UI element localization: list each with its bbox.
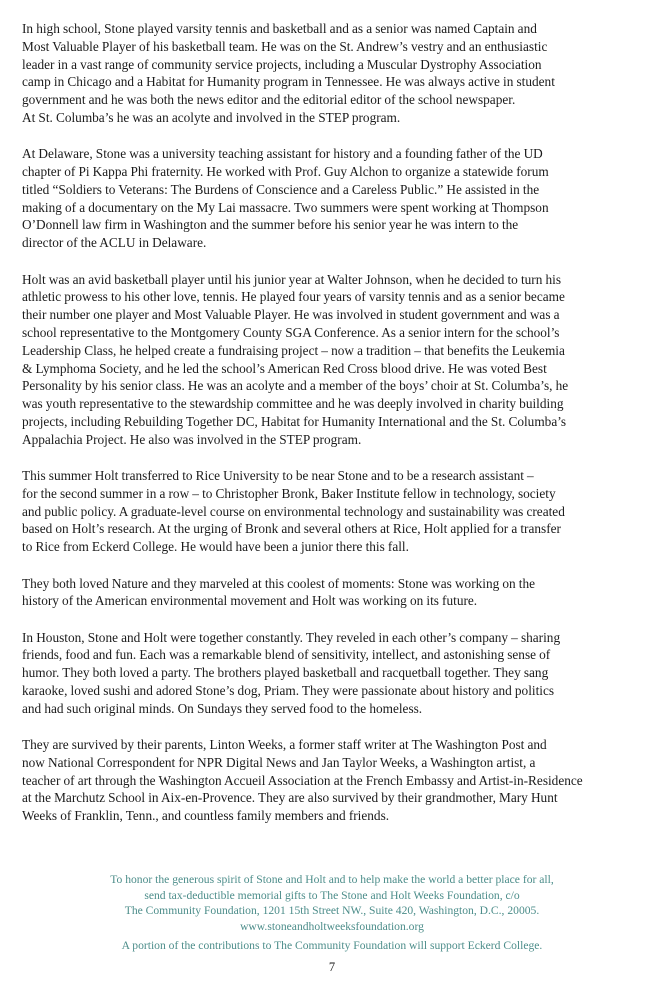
text-line: karaoke, loved sushi and adored Stone’s dog, Priam. They were passionate about history and politics [22, 683, 555, 698]
text-line: Most Valuable Player of his basketball team. He was on the St. Andrew’s vestry and an enthusiastic [22, 38, 548, 54]
text-line: for the second summer in a row – to Christopher Bronk, Baker Institute fellow in technology, society [22, 485, 556, 501]
text-line: school representative to the Montgomery County SGA Conference. As a senior intern for the school’s [22, 324, 560, 340]
paragraph-nature [22, 575, 646, 611]
eckerd-college-note: A portion of the contributions to The Community Foundation will support Eckerd College. [121, 939, 543, 953]
text-line: Personality by his senior class. He was an acolyte and a member of the boys’ choir at St. Columba’s, he [22, 378, 569, 394]
text-line: They both loved Nature and they marveled at this coolest of moments: Stone was working on the [22, 575, 536, 591]
text-line: In high school, Stone played varsity tennis and basketball and as a senior was named Captain and [22, 21, 537, 36]
memorial-gift-notice [0, 872, 664, 954]
text-line: This summer Holt transferred to Rice University to be near Stone and to be a research assistant – [22, 468, 534, 484]
paragraph-stone-delaware [22, 145, 646, 252]
text-line: In Houston, Stone and Holt were together constantly. They reveled in each other’s company – sharing [22, 629, 561, 645]
paragraph-stone-high-school [22, 20, 646, 127]
paragraph-holt-rice [22, 467, 646, 556]
text-line: history of the American environmental movement and Holt was working on its future. [22, 593, 478, 609]
paragraph-holt-high-school [22, 271, 646, 449]
text-line: teacher of art through the Washington Accueil Association at the French Embassy and Artist-in-Residence [22, 772, 583, 788]
text-line: at the Marchutz School in Aix-en-Provence. They are also survived by their grandmother, Mary Hunt [22, 790, 558, 806]
paragraph-survived-by [22, 736, 646, 825]
text-line: titled “Soldiers to Veterans: The Burdens of Conscience and a Careless Public.” He assisted in the [22, 181, 540, 197]
text-line: friends, food and fun. Each was a remarkable blend of sensitivity, intellect, and astonishing sense of [22, 647, 551, 663]
text-line: now National Correspondent for NPR Digital News and Jan Taylor Weeks, a Washington artist, a [22, 754, 536, 770]
text-line: director of the ACLU in Delaware. [22, 235, 207, 251]
text-line: was youth representative to the stewardship committee and he was deeply involved in charity building [22, 396, 564, 412]
text-line: At St. Columba’s he was an acolyte and involved in the STEP program. [22, 109, 401, 125]
footer-line: To honor the generous spirit of Stone and Holt and to help make the world a better place for all, [110, 873, 554, 886]
text-line: government and he was both the news editor and the editorial editor of the school newspaper. [22, 92, 516, 108]
text-line: based on Holt’s research. At the urging of Bronk and several others at Rice, Holt applied for a transfer [22, 521, 561, 537]
text-line: to Rice from Eckerd College. He would have been a junior there this fall. [22, 539, 409, 555]
footer-line: send tax-deductible memorial gifts to The Stone and Holt Weeks Foundation, c/o [144, 888, 520, 902]
text-line: making of a documentary on the My Lai massacre. Two summers were spent working at Thompson [22, 199, 549, 215]
text-line: leader in a vast range of community service projects, including a Muscular Dystrophy Association [22, 56, 542, 72]
footer-line: The Community Foundation, 1201 15th Street NW., Suite 420, Washington, D.C., 20005. [124, 904, 540, 918]
document-body [22, 20, 646, 844]
text-line: athletic prowess to his other love, tennis. He played four years of varsity tennis and as a senior became [22, 289, 565, 305]
text-line: and public policy. A graduate-level course on environmental technology and sustainability was created [22, 503, 565, 519]
text-line: They are survived by their parents, Linton Weeks, a former staff writer at The Washington Post and [22, 737, 547, 753]
text-line: At Delaware, Stone was a university teaching assistant for history and a founding father of the UD [22, 146, 543, 162]
foundation-website: www.stoneandholtweeksfoundation.org [240, 919, 424, 933]
text-line: Weeks of Franklin, Tenn., and countless family members and friends. [22, 808, 390, 824]
text-line: humor. They both loved a party. The brothers played basketball and racquetball together. They sang [22, 665, 549, 681]
text-line: chapter of Pi Kappa Phi fraternity. He worked with Prof. Guy Alchon to organize a statewide forum [22, 164, 549, 180]
text-line: Holt was an avid basketball player until his junior year at Walter Johnson, when he decided to turn his [22, 271, 562, 287]
text-line: camp in Chicago and a Habitat for Humanity program in Tennessee. He was always active in student [22, 74, 555, 90]
text-line: Leadership Class, he helped create a fundraising project – now a tradition – that benefits the Leukemia [22, 342, 565, 358]
text-line: & Lymphoma Society, and he led the school’s American Red Cross blood drive. He was voted Best [22, 360, 547, 376]
text-line: projects, including Rebuilding Together DC, Habitat for Humanity International and the St. Columba’s [22, 413, 567, 429]
paragraph-houston [22, 629, 646, 718]
text-line: Appalachia Project. He also was involved in the STEP program. [22, 431, 362, 447]
page-number: 7 [328, 960, 336, 974]
text-line: and had such original minds. On Sundays they served food to the homeless. [22, 700, 423, 716]
text-line: O’Donnell law firm in Washington and the summer before his senior year he was intern to the [22, 217, 519, 233]
text-line: their number one player and Most Valuable Player. He was involved in student government and was a [22, 307, 560, 323]
